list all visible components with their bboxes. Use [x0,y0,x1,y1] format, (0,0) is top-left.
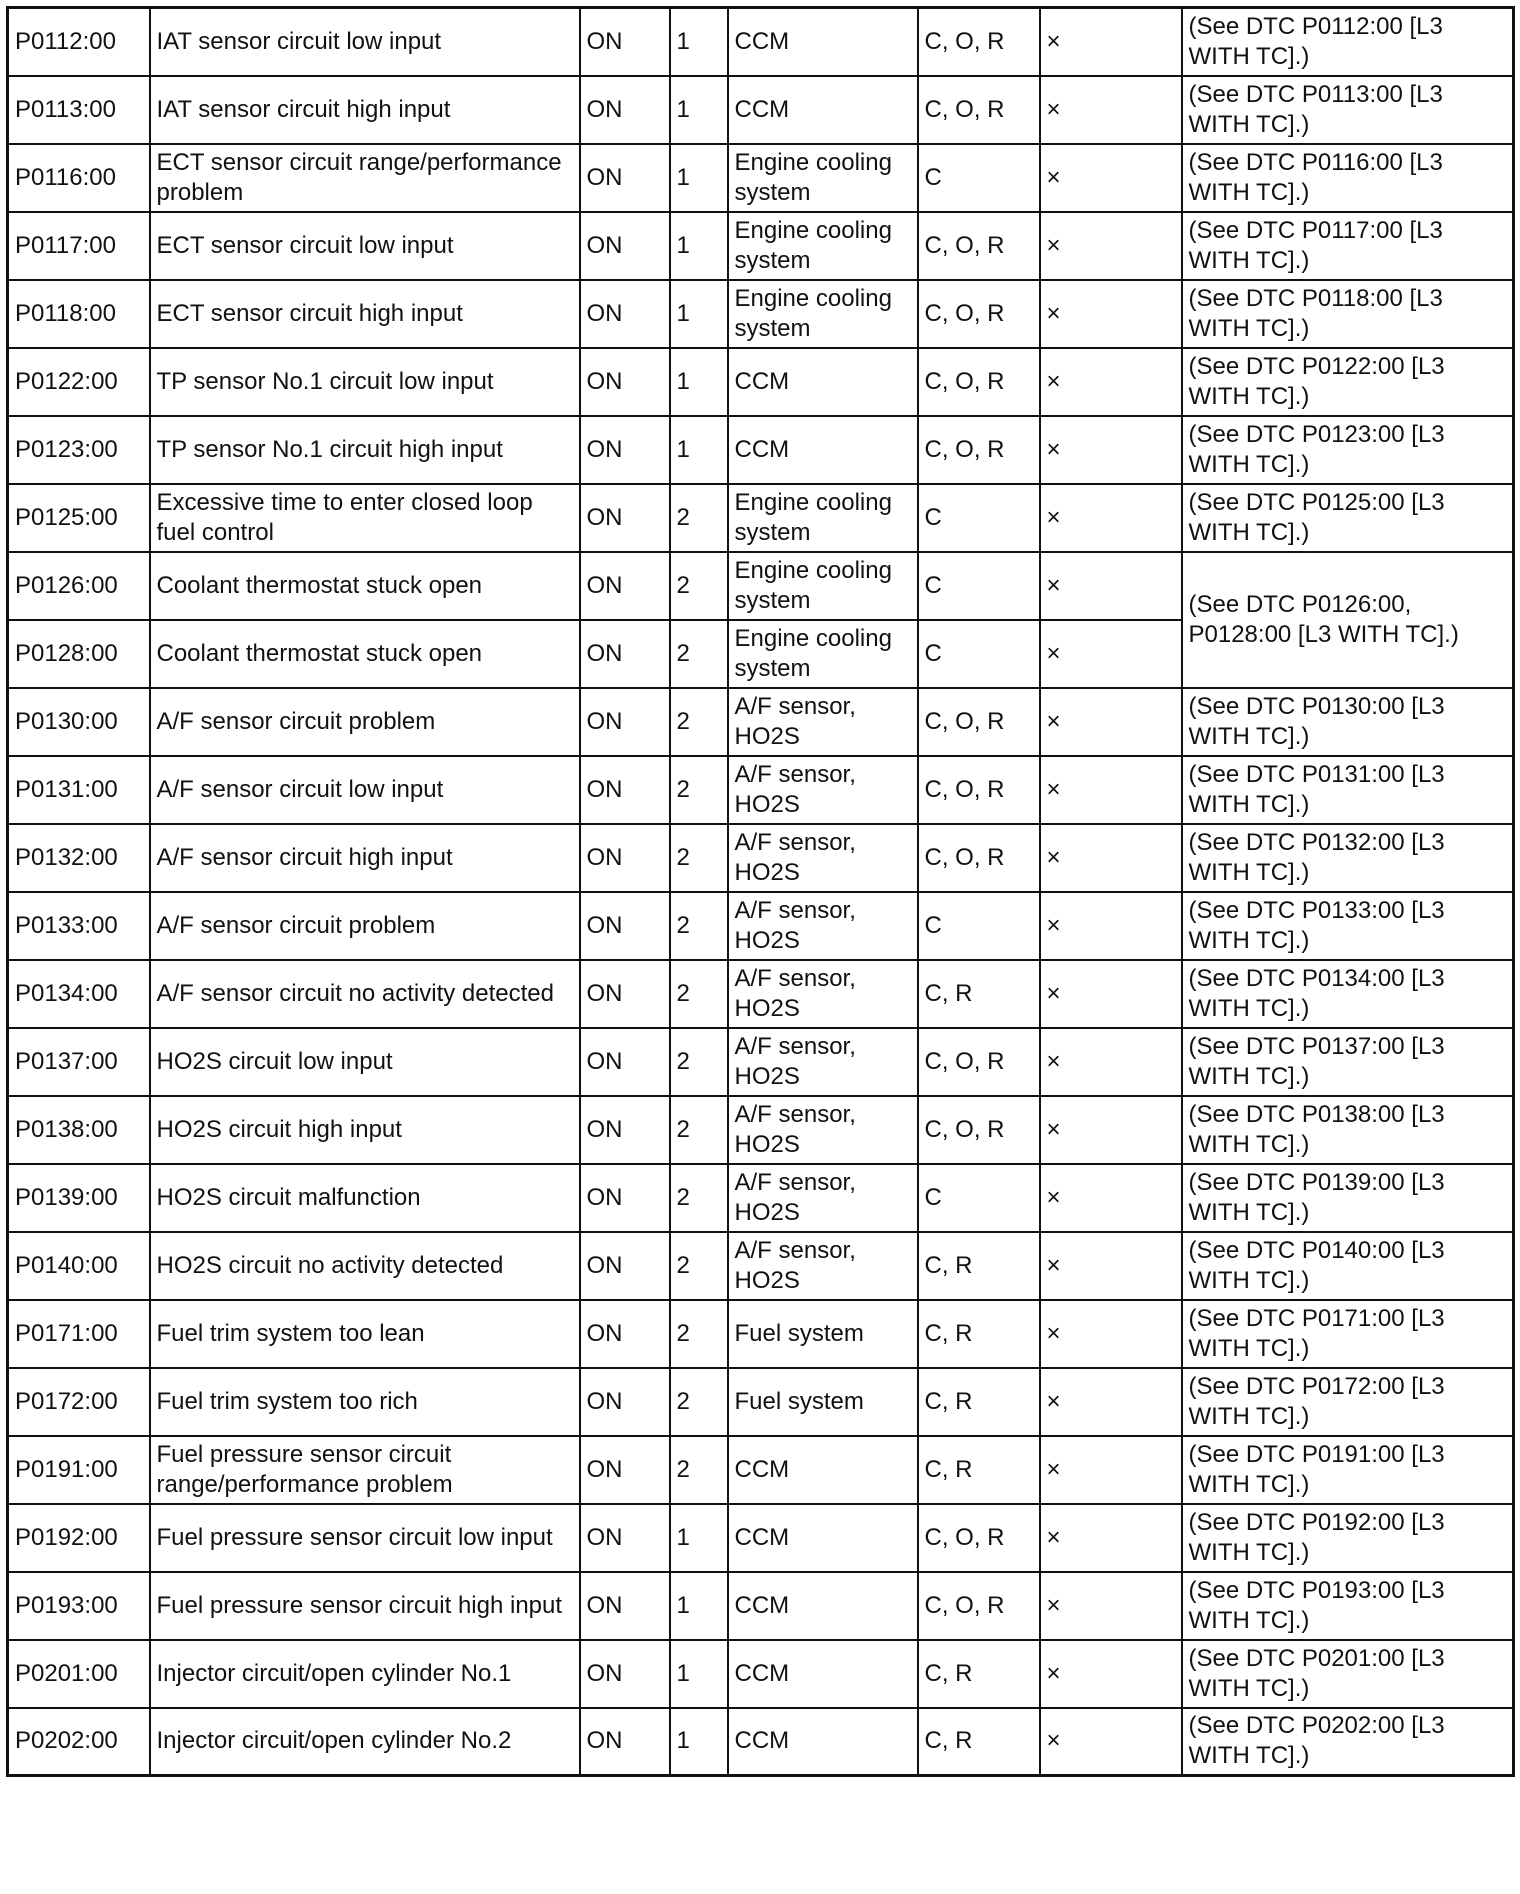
mil-status-cell: ON [580,1640,670,1708]
table-row [8,1300,1514,1368]
self-test-mark-cell: × [1040,1300,1182,1368]
dtc-description-cell: IAT sensor circuit low input [150,8,580,76]
reference-cell: (See DTC P0132:00 [L3 WITH TC].) [1182,824,1514,892]
trip-count-cell: 2 [670,1368,728,1436]
reference-cell: (See DTC P0192:00 [L3 WITH TC].) [1182,1504,1514,1572]
mil-status-cell: ON [580,1164,670,1232]
trip-count-cell: 2 [670,1232,728,1300]
dtc-description-cell: A/F sensor circuit problem [150,688,580,756]
reference-cell: (See DTC P0171:00 [L3 WITH TC].) [1182,1300,1514,1368]
dtc-description-cell: A/F sensor circuit problem [150,892,580,960]
trip-count-cell: 2 [670,1096,728,1164]
monitor-item-cell: A/F sensor, HO2S [728,892,918,960]
mil-status-cell: ON [580,348,670,416]
dtc-code-cell: P0130:00 [8,688,150,756]
self-test-mark-cell: × [1040,1368,1182,1436]
reference-cell: (See DTC P0123:00 [L3 WITH TC].) [1182,416,1514,484]
dtc-description-cell: TP sensor No.1 circuit low input [150,348,580,416]
mil-status-cell: ON [580,1300,670,1368]
self-test-mark-cell: × [1040,960,1182,1028]
mil-status-cell: ON [580,824,670,892]
condition-cell: C, R [918,1300,1040,1368]
monitor-item-cell: CCM [728,416,918,484]
dtc-code-cell: P0202:00 [8,1708,150,1776]
dtc-description-cell: Fuel pressure sensor circuit low input [150,1504,580,1572]
dtc-description-cell: Coolant thermostat stuck open [150,552,580,620]
self-test-mark-cell: × [1040,8,1182,76]
self-test-mark-cell: × [1040,1572,1182,1640]
self-test-mark-cell: × [1040,484,1182,552]
trip-count-cell: 1 [670,1640,728,1708]
dtc-code-cell: P0191:00 [8,1436,150,1504]
reference-cell: (See DTC P0134:00 [L3 WITH TC].) [1182,960,1514,1028]
monitor-item-cell: A/F sensor, HO2S [728,1028,918,1096]
table-row [8,280,1514,348]
dtc-description-cell: A/F sensor circuit no activity detected [150,960,580,1028]
mil-status-cell: ON [580,1504,670,1572]
reference-cell: (See DTC P0133:00 [L3 WITH TC].) [1182,892,1514,960]
dtc-description-cell: Injector circuit/open cylinder No.2 [150,1708,580,1776]
self-test-mark-cell: × [1040,756,1182,824]
mil-status-cell: ON [580,1708,670,1776]
reference-cell: (See DTC P0130:00 [L3 WITH TC].) [1182,688,1514,756]
trip-count-cell: 2 [670,484,728,552]
condition-cell: C, R [918,1640,1040,1708]
condition-cell: C [918,552,1040,620]
reference-cell: (See DTC P0122:00 [L3 WITH TC].) [1182,348,1514,416]
monitor-item-cell: A/F sensor, HO2S [728,824,918,892]
self-test-mark-cell: × [1040,76,1182,144]
dtc-code-cell: P0192:00 [8,1504,150,1572]
self-test-mark-cell: × [1040,620,1182,688]
dtc-table-container [6,6,1512,1777]
reference-cell: (See DTC P0117:00 [L3 WITH TC].) [1182,212,1514,280]
mil-status-cell: ON [580,892,670,960]
monitor-item-cell: Engine cooling system [728,212,918,280]
dtc-code-cell: P0138:00 [8,1096,150,1164]
monitor-item-cell: A/F sensor, HO2S [728,688,918,756]
dtc-code-cell: P0122:00 [8,348,150,416]
dtc-code-cell: P0134:00 [8,960,150,1028]
monitor-item-cell: CCM [728,1640,918,1708]
reference-cell: (See DTC P0116:00 [L3 WITH TC].) [1182,144,1514,212]
self-test-mark-cell: × [1040,552,1182,620]
reference-cell: (See DTC P0138:00 [L3 WITH TC].) [1182,1096,1514,1164]
self-test-mark-cell: × [1040,1164,1182,1232]
table-row [8,1368,1514,1436]
dtc-table [6,6,1515,1777]
mil-status-cell: ON [580,620,670,688]
condition-cell: C, O, R [918,824,1040,892]
trip-count-cell: 2 [670,688,728,756]
monitor-item-cell: Engine cooling system [728,484,918,552]
self-test-mark-cell: × [1040,1436,1182,1504]
condition-cell: C, O, R [918,688,1040,756]
trip-count-cell: 2 [670,756,728,824]
self-test-mark-cell: × [1040,824,1182,892]
self-test-mark-cell: × [1040,892,1182,960]
mil-status-cell: ON [580,1572,670,1640]
reference-cell: (See DTC P0125:00 [L3 WITH TC].) [1182,484,1514,552]
mil-status-cell: ON [580,688,670,756]
trip-count-cell: 1 [670,1572,728,1640]
table-row [8,892,1514,960]
dtc-code-cell: P0126:00 [8,552,150,620]
mil-status-cell: ON [580,1028,670,1096]
table-row [8,212,1514,280]
reference-cell: (See DTC P0191:00 [L3 WITH TC].) [1182,1436,1514,1504]
dtc-code-cell: P0128:00 [8,620,150,688]
dtc-description-cell: HO2S circuit high input [150,1096,580,1164]
dtc-code-cell: P0133:00 [8,892,150,960]
dtc-code-cell: P0171:00 [8,1300,150,1368]
reference-cell: (See DTC P0202:00 [L3 WITH TC].) [1182,1708,1514,1776]
table-row [8,76,1514,144]
monitor-item-cell: Engine cooling system [728,552,918,620]
trip-count-cell: 1 [670,212,728,280]
trip-count-cell: 1 [670,1708,728,1776]
dtc-description-cell: ECT sensor circuit range/performance problem [150,144,580,212]
self-test-mark-cell: × [1040,1096,1182,1164]
monitor-item-cell: A/F sensor, HO2S [728,960,918,1028]
condition-cell: C [918,892,1040,960]
table-row [8,824,1514,892]
table-row [8,348,1514,416]
table-row [8,688,1514,756]
trip-count-cell: 2 [670,552,728,620]
table-row [8,416,1514,484]
trip-count-cell: 2 [670,1300,728,1368]
table-row [8,1504,1514,1572]
self-test-mark-cell: × [1040,348,1182,416]
mil-status-cell: ON [580,552,670,620]
condition-cell: C, O, R [918,1504,1040,1572]
dtc-description-cell: Fuel trim system too rich [150,1368,580,1436]
dtc-description-cell: Fuel pressure sensor circuit range/performance problem [150,1436,580,1504]
mil-status-cell: ON [580,212,670,280]
dtc-code-cell: P0131:00 [8,756,150,824]
condition-cell: C, O, R [918,416,1040,484]
self-test-mark-cell: × [1040,1708,1182,1776]
table-row [8,756,1514,824]
trip-count-cell: 1 [670,1504,728,1572]
condition-cell: C, O, R [918,1096,1040,1164]
condition-cell: C, O, R [918,76,1040,144]
dtc-code-cell: P0113:00 [8,76,150,144]
table-row [8,1572,1514,1640]
monitor-item-cell: Fuel system [728,1368,918,1436]
reference-cell: (See DTC P0113:00 [L3 WITH TC].) [1182,76,1514,144]
reference-cell: (See DTC P0131:00 [L3 WITH TC].) [1182,756,1514,824]
table-row [8,1708,1514,1776]
dtc-table-body [8,8,1514,1776]
trip-count-cell: 2 [670,824,728,892]
dtc-description-cell: Fuel trim system too lean [150,1300,580,1368]
table-row [8,1640,1514,1708]
condition-cell: C, R [918,1368,1040,1436]
dtc-code-cell: P0140:00 [8,1232,150,1300]
monitor-item-cell: Fuel system [728,1300,918,1368]
dtc-code-cell: P0118:00 [8,280,150,348]
condition-cell: C, O, R [918,280,1040,348]
reference-cell: (See DTC P0137:00 [L3 WITH TC].) [1182,1028,1514,1096]
dtc-description-cell: Excessive time to enter closed loop fuel control [150,484,580,552]
trip-count-cell: 2 [670,620,728,688]
self-test-mark-cell: × [1040,144,1182,212]
monitor-item-cell: CCM [728,1572,918,1640]
self-test-mark-cell: × [1040,688,1182,756]
monitor-item-cell: A/F sensor, HO2S [728,756,918,824]
table-row [8,1096,1514,1164]
monitor-item-cell: Engine cooling system [728,144,918,212]
trip-count-cell: 1 [670,348,728,416]
self-test-mark-cell: × [1040,1504,1182,1572]
self-test-mark-cell: × [1040,1232,1182,1300]
dtc-code-cell: P0172:00 [8,1368,150,1436]
trip-count-cell: 1 [670,76,728,144]
self-test-mark-cell: × [1040,212,1182,280]
table-row [8,484,1514,552]
condition-cell: C, R [918,1708,1040,1776]
dtc-code-cell: P0117:00 [8,212,150,280]
dtc-code-cell: P0201:00 [8,1640,150,1708]
dtc-code-cell: P0132:00 [8,824,150,892]
condition-cell: C, O, R [918,8,1040,76]
mil-status-cell: ON [580,280,670,348]
condition-cell: C [918,144,1040,212]
mil-status-cell: ON [580,1436,670,1504]
condition-cell: C [918,1164,1040,1232]
monitor-item-cell: Engine cooling system [728,620,918,688]
mil-status-cell: ON [580,416,670,484]
table-row [8,1028,1514,1096]
reference-cell: (See DTC P0193:00 [L3 WITH TC].) [1182,1572,1514,1640]
monitor-item-cell: CCM [728,1708,918,1776]
condition-cell: C [918,484,1040,552]
dtc-description-cell: A/F sensor circuit high input [150,824,580,892]
mil-status-cell: ON [580,960,670,1028]
self-test-mark-cell: × [1040,1028,1182,1096]
dtc-description-cell: Coolant thermostat stuck open [150,620,580,688]
mil-status-cell: ON [580,8,670,76]
condition-cell: C, R [918,960,1040,1028]
trip-count-cell: 1 [670,8,728,76]
table-row [8,144,1514,212]
condition-cell: C, R [918,1436,1040,1504]
trip-count-cell: 1 [670,416,728,484]
table-row [8,1436,1514,1504]
reference-cell: (See DTC P0118:00 [L3 WITH TC].) [1182,280,1514,348]
monitor-item-cell: CCM [728,8,918,76]
trip-count-cell: 2 [670,1028,728,1096]
dtc-description-cell: IAT sensor circuit high input [150,76,580,144]
dtc-code-cell: P0112:00 [8,8,150,76]
dtc-code-cell: P0123:00 [8,416,150,484]
condition-cell: C, O, R [918,212,1040,280]
self-test-mark-cell: × [1040,280,1182,348]
monitor-item-cell: A/F sensor, HO2S [728,1096,918,1164]
table-row [8,552,1514,620]
monitor-item-cell: CCM [728,1436,918,1504]
reference-cell: (See DTC P0201:00 [L3 WITH TC].) [1182,1640,1514,1708]
monitor-item-cell: Engine cooling system [728,280,918,348]
dtc-code-cell: P0125:00 [8,484,150,552]
monitor-item-cell: CCM [728,76,918,144]
dtc-code-cell: P0137:00 [8,1028,150,1096]
dtc-description-cell: HO2S circuit low input [150,1028,580,1096]
trip-count-cell: 2 [670,1164,728,1232]
dtc-description-cell: A/F sensor circuit low input [150,756,580,824]
monitor-item-cell: A/F sensor, HO2S [728,1232,918,1300]
trip-count-cell: 2 [670,1436,728,1504]
condition-cell: C, O, R [918,1028,1040,1096]
dtc-description-cell: Injector circuit/open cylinder No.1 [150,1640,580,1708]
self-test-mark-cell: × [1040,416,1182,484]
dtc-description-cell: TP sensor No.1 circuit high input [150,416,580,484]
condition-cell: C, R [918,1232,1040,1300]
reference-cell: (See DTC P0172:00 [L3 WITH TC].) [1182,1368,1514,1436]
self-test-mark-cell: × [1040,1640,1182,1708]
monitor-item-cell: A/F sensor, HO2S [728,1164,918,1232]
trip-count-cell: 1 [670,144,728,212]
mil-status-cell: ON [580,1096,670,1164]
condition-cell: C, O, R [918,756,1040,824]
dtc-description-cell: HO2S circuit malfunction [150,1164,580,1232]
mil-status-cell: ON [580,1368,670,1436]
mil-status-cell: ON [580,144,670,212]
mil-status-cell: ON [580,756,670,824]
monitor-item-cell: CCM [728,348,918,416]
reference-cell: (See DTC P0126:00, P0128:00 [L3 WITH TC].) [1182,552,1514,688]
table-row [8,1164,1514,1232]
condition-cell: C, O, R [918,348,1040,416]
monitor-item-cell: CCM [728,1504,918,1572]
reference-cell: (See DTC P0139:00 [L3 WITH TC].) [1182,1164,1514,1232]
condition-cell: C, O, R [918,1572,1040,1640]
trip-count-cell: 2 [670,892,728,960]
reference-cell: (See DTC P0112:00 [L3 WITH TC].) [1182,8,1514,76]
trip-count-cell: 1 [670,280,728,348]
dtc-description-cell: HO2S circuit no activity detected [150,1232,580,1300]
dtc-code-cell: P0139:00 [8,1164,150,1232]
mil-status-cell: ON [580,1232,670,1300]
mil-status-cell: ON [580,484,670,552]
table-row [8,8,1514,76]
dtc-code-cell: P0193:00 [8,1572,150,1640]
dtc-description-cell: ECT sensor circuit low input [150,212,580,280]
dtc-code-cell: P0116:00 [8,144,150,212]
dtc-description-cell: Fuel pressure sensor circuit high input [150,1572,580,1640]
table-row [8,960,1514,1028]
mil-status-cell: ON [580,76,670,144]
dtc-description-cell: ECT sensor circuit high input [150,280,580,348]
reference-cell: (See DTC P0140:00 [L3 WITH TC].) [1182,1232,1514,1300]
trip-count-cell: 2 [670,960,728,1028]
condition-cell: C [918,620,1040,688]
table-row [8,1232,1514,1300]
